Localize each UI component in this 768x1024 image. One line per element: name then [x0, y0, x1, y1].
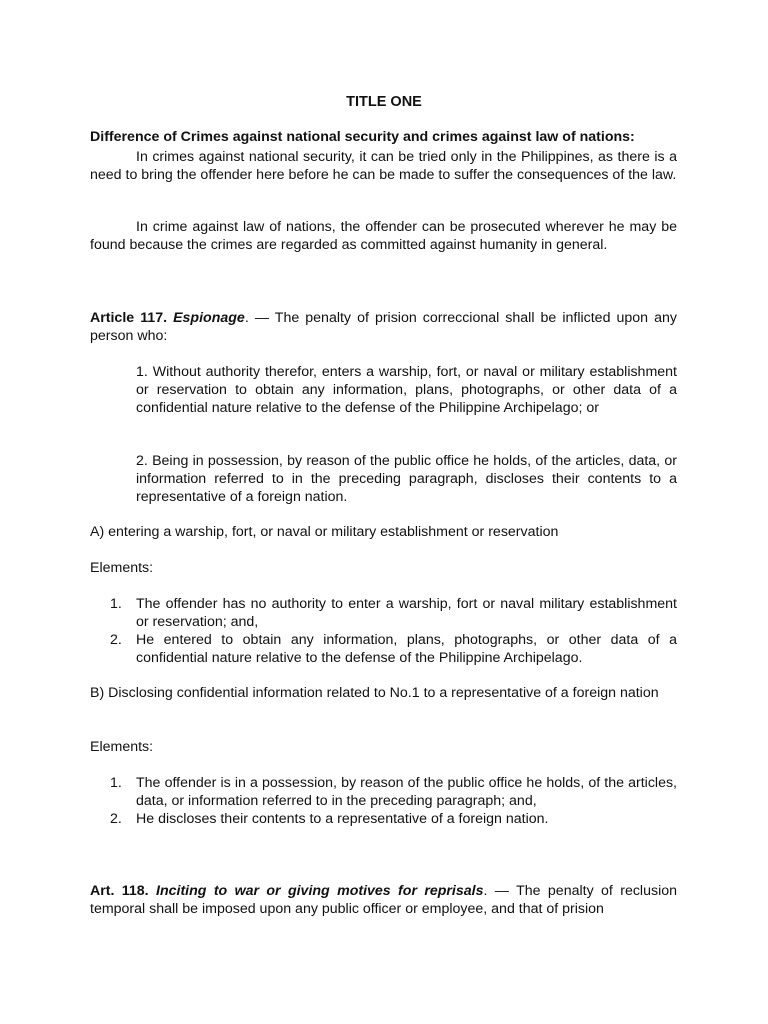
difference-heading: Difference of Crimes against national security and crimes against law of nations:: [90, 129, 635, 145]
list-item-text: The offender has no authority to enter a warship, fort or naval military establishment or reservation; and,: [136, 596, 677, 630]
elements-list-a: [110, 595, 677, 667]
list-item-text: He entered to obtain any information, plans, photographs, or other data of a confidential nature relative to the defense of the Philippine Archipelago.: [136, 632, 677, 666]
list-item-number: 1.: [110, 596, 122, 612]
article-117-item-1: 1. Without authority therefor, enters a warship, fort, or naval or military establishment or reservation to obtain any information, plans, photographs, or other data of a confidential nature relative to the defense of the Philippine Archipelago; or: [136, 364, 677, 416]
article-118-name: Inciting to war or giving motives for reprisals: [156, 883, 484, 899]
list-item: [110, 774, 677, 810]
article-117-item-2: 2. Being in possession, by reason of the public office he holds, of the articles, data, or information referred to in the preceding paragraph, discloses their contents to a representative of a foreign nation.: [136, 453, 677, 505]
difference-paragraph-1: In crimes against national security, it can be tried only in the Philippines, as there is a need to bring the offender here before he can be made to suffer the consequences of the law.: [90, 149, 677, 183]
list-item-number: 1.: [110, 775, 122, 791]
article-118-text: . — The penalty of reclusion temporal shall be imposed upon any public officer or employee, and that of prision: [90, 883, 678, 917]
list-item: [110, 810, 677, 828]
article-118-intro: [90, 882, 677, 918]
elements-list-b: [110, 774, 677, 828]
part-b-heading: B) Disclosing confidential information related to No.1 to a representative of a foreign nation: [90, 685, 659, 701]
list-item-number: 2.: [110, 811, 122, 827]
page-title: TITLE ONE: [346, 94, 422, 110]
article-118-label: Art. 118.: [90, 883, 149, 899]
article-117-label: Article 117.: [90, 310, 168, 326]
list-item: [110, 595, 677, 631]
elements-label-b: Elements:: [90, 739, 154, 755]
list-item-number: 2.: [110, 632, 122, 648]
part-a-heading: A) entering a warship, fort, or naval or military establishment or reservation: [90, 524, 559, 540]
list-item: [110, 631, 677, 667]
list-item-text: He discloses their contents to a representative of a foreign nation.: [136, 811, 549, 827]
difference-paragraph-2: In crime against law of nations, the offender can be prosecuted wherever he may be found because the crimes are regarded as committed against humanity in general.: [90, 219, 677, 253]
article-117-text: . — The penalty of prision correccional shall be inflicted upon any person who:: [90, 310, 677, 344]
list-item-text: The offender is in a possession, by reason of the public office he holds, of the articles, data, or information referred to in the preceding paragraph; and,: [136, 775, 677, 809]
elements-label-a: Elements:: [90, 560, 154, 576]
article-117-name: Espionage: [173, 310, 245, 326]
article-117-intro: [90, 309, 677, 345]
